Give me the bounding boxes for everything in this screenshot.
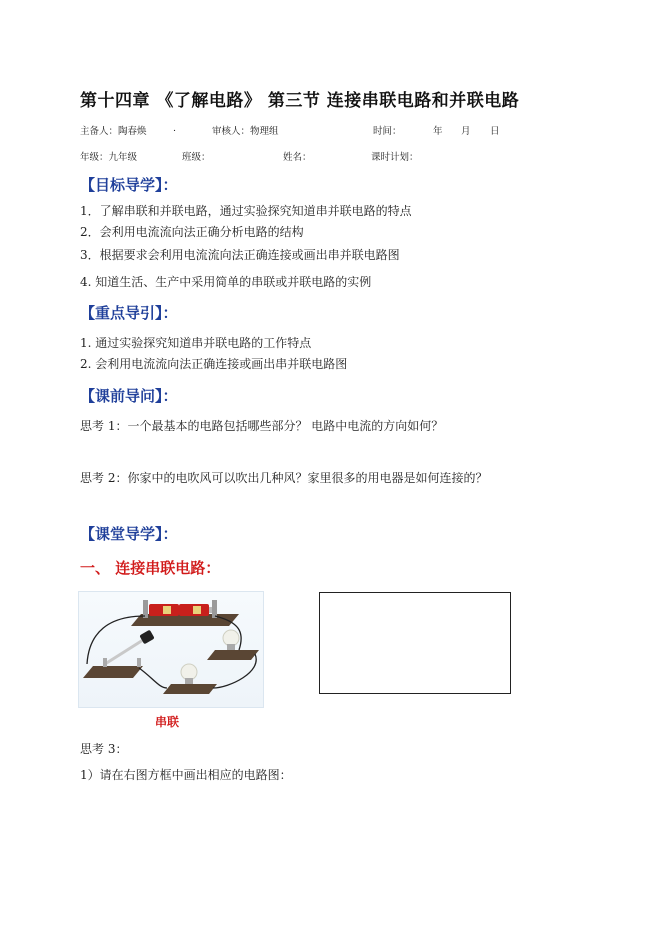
- name-field: 姓名：: [283, 152, 312, 163]
- key-point-item-2: 2. 会利用电流流向法正确连接或画出串并联电路图: [80, 357, 348, 371]
- series-circuit-section-title: 一、 连接串联电路：: [80, 559, 221, 577]
- switch-post-right-shape: [137, 658, 141, 667]
- classroom-heading: 【课堂导学】：: [80, 525, 178, 543]
- battery-clip-left-shape: [143, 600, 148, 618]
- time-field: 时间：: [373, 126, 402, 137]
- preview-question-2: 思考 2：你家中的电吹风可以吹出几种风？家里很多的用电器是如何连接的？: [80, 471, 488, 485]
- year-label: 年: [433, 126, 443, 137]
- goal-item-2: 2．会利用电流流向法正确分析电路的结构: [80, 225, 304, 239]
- reviewer-field: 审核人：物理组: [212, 126, 279, 137]
- bulb-1-base-shape: [227, 644, 235, 650]
- series-circuit-illustration: [79, 592, 263, 707]
- switch-post-left-shape: [103, 658, 107, 667]
- separator-dot: .: [173, 123, 177, 134]
- switch-board-shape: [83, 666, 143, 678]
- month-label: 月: [461, 126, 471, 137]
- wire-4-shape: [139, 668, 167, 688]
- key-points-heading: 【重点导引】：: [80, 304, 178, 322]
- think-3-label: 思考 3：: [80, 742, 128, 756]
- goal-item-1: 1．了解串联和并联电路，通过实验探究知道串并联电路的特点: [80, 204, 412, 218]
- class-field: 班级：: [182, 152, 211, 163]
- battery-2-label-shape: [193, 606, 201, 614]
- bulb-1-shape: [223, 630, 239, 646]
- series-caption: 串联: [155, 715, 180, 729]
- preview-heading: 【课前导问】：: [80, 387, 178, 405]
- battery-clip-right-shape: [212, 600, 217, 618]
- author-field: 主备人：陶春焕: [80, 126, 147, 137]
- think-3-question-1: 1）请在右图方框中画出相应的电路图：: [80, 768, 292, 782]
- battery-terminal-shape: [209, 607, 212, 613]
- series-circuit-photo: [78, 591, 264, 708]
- drawing-box: [319, 592, 511, 694]
- bulb-1-board-shape: [207, 650, 259, 660]
- day-label: 日: [490, 126, 500, 137]
- bulb-2-shape: [181, 664, 197, 680]
- grade-field: 年级：九年级: [80, 152, 138, 163]
- goal-item-3: 3．根据要求会利用电流流向法正确连接或画出串并联电路图: [80, 248, 400, 262]
- page-title: 第十四章 《了解电路》 第三节 连接串联电路和并联电路: [80, 91, 520, 111]
- bulb-2-base-shape: [185, 678, 193, 684]
- lesson-plan-field: 课时计划：: [371, 152, 419, 163]
- goals-heading: 【目标导学】：: [80, 176, 178, 194]
- goal-item-4: 4. 知道生活、生产中采用简单的串联或并联电路的实例: [80, 275, 372, 289]
- preview-question-1: 思考 1：一个最基本的电路包括哪些部分？ 电路中电流的方向如何？: [80, 419, 444, 433]
- bulb-2-board-shape: [163, 684, 217, 694]
- battery-1-label-shape: [163, 606, 171, 614]
- key-point-item-1: 1. 通过实验探究知道串并联电路的工作特点: [80, 336, 312, 350]
